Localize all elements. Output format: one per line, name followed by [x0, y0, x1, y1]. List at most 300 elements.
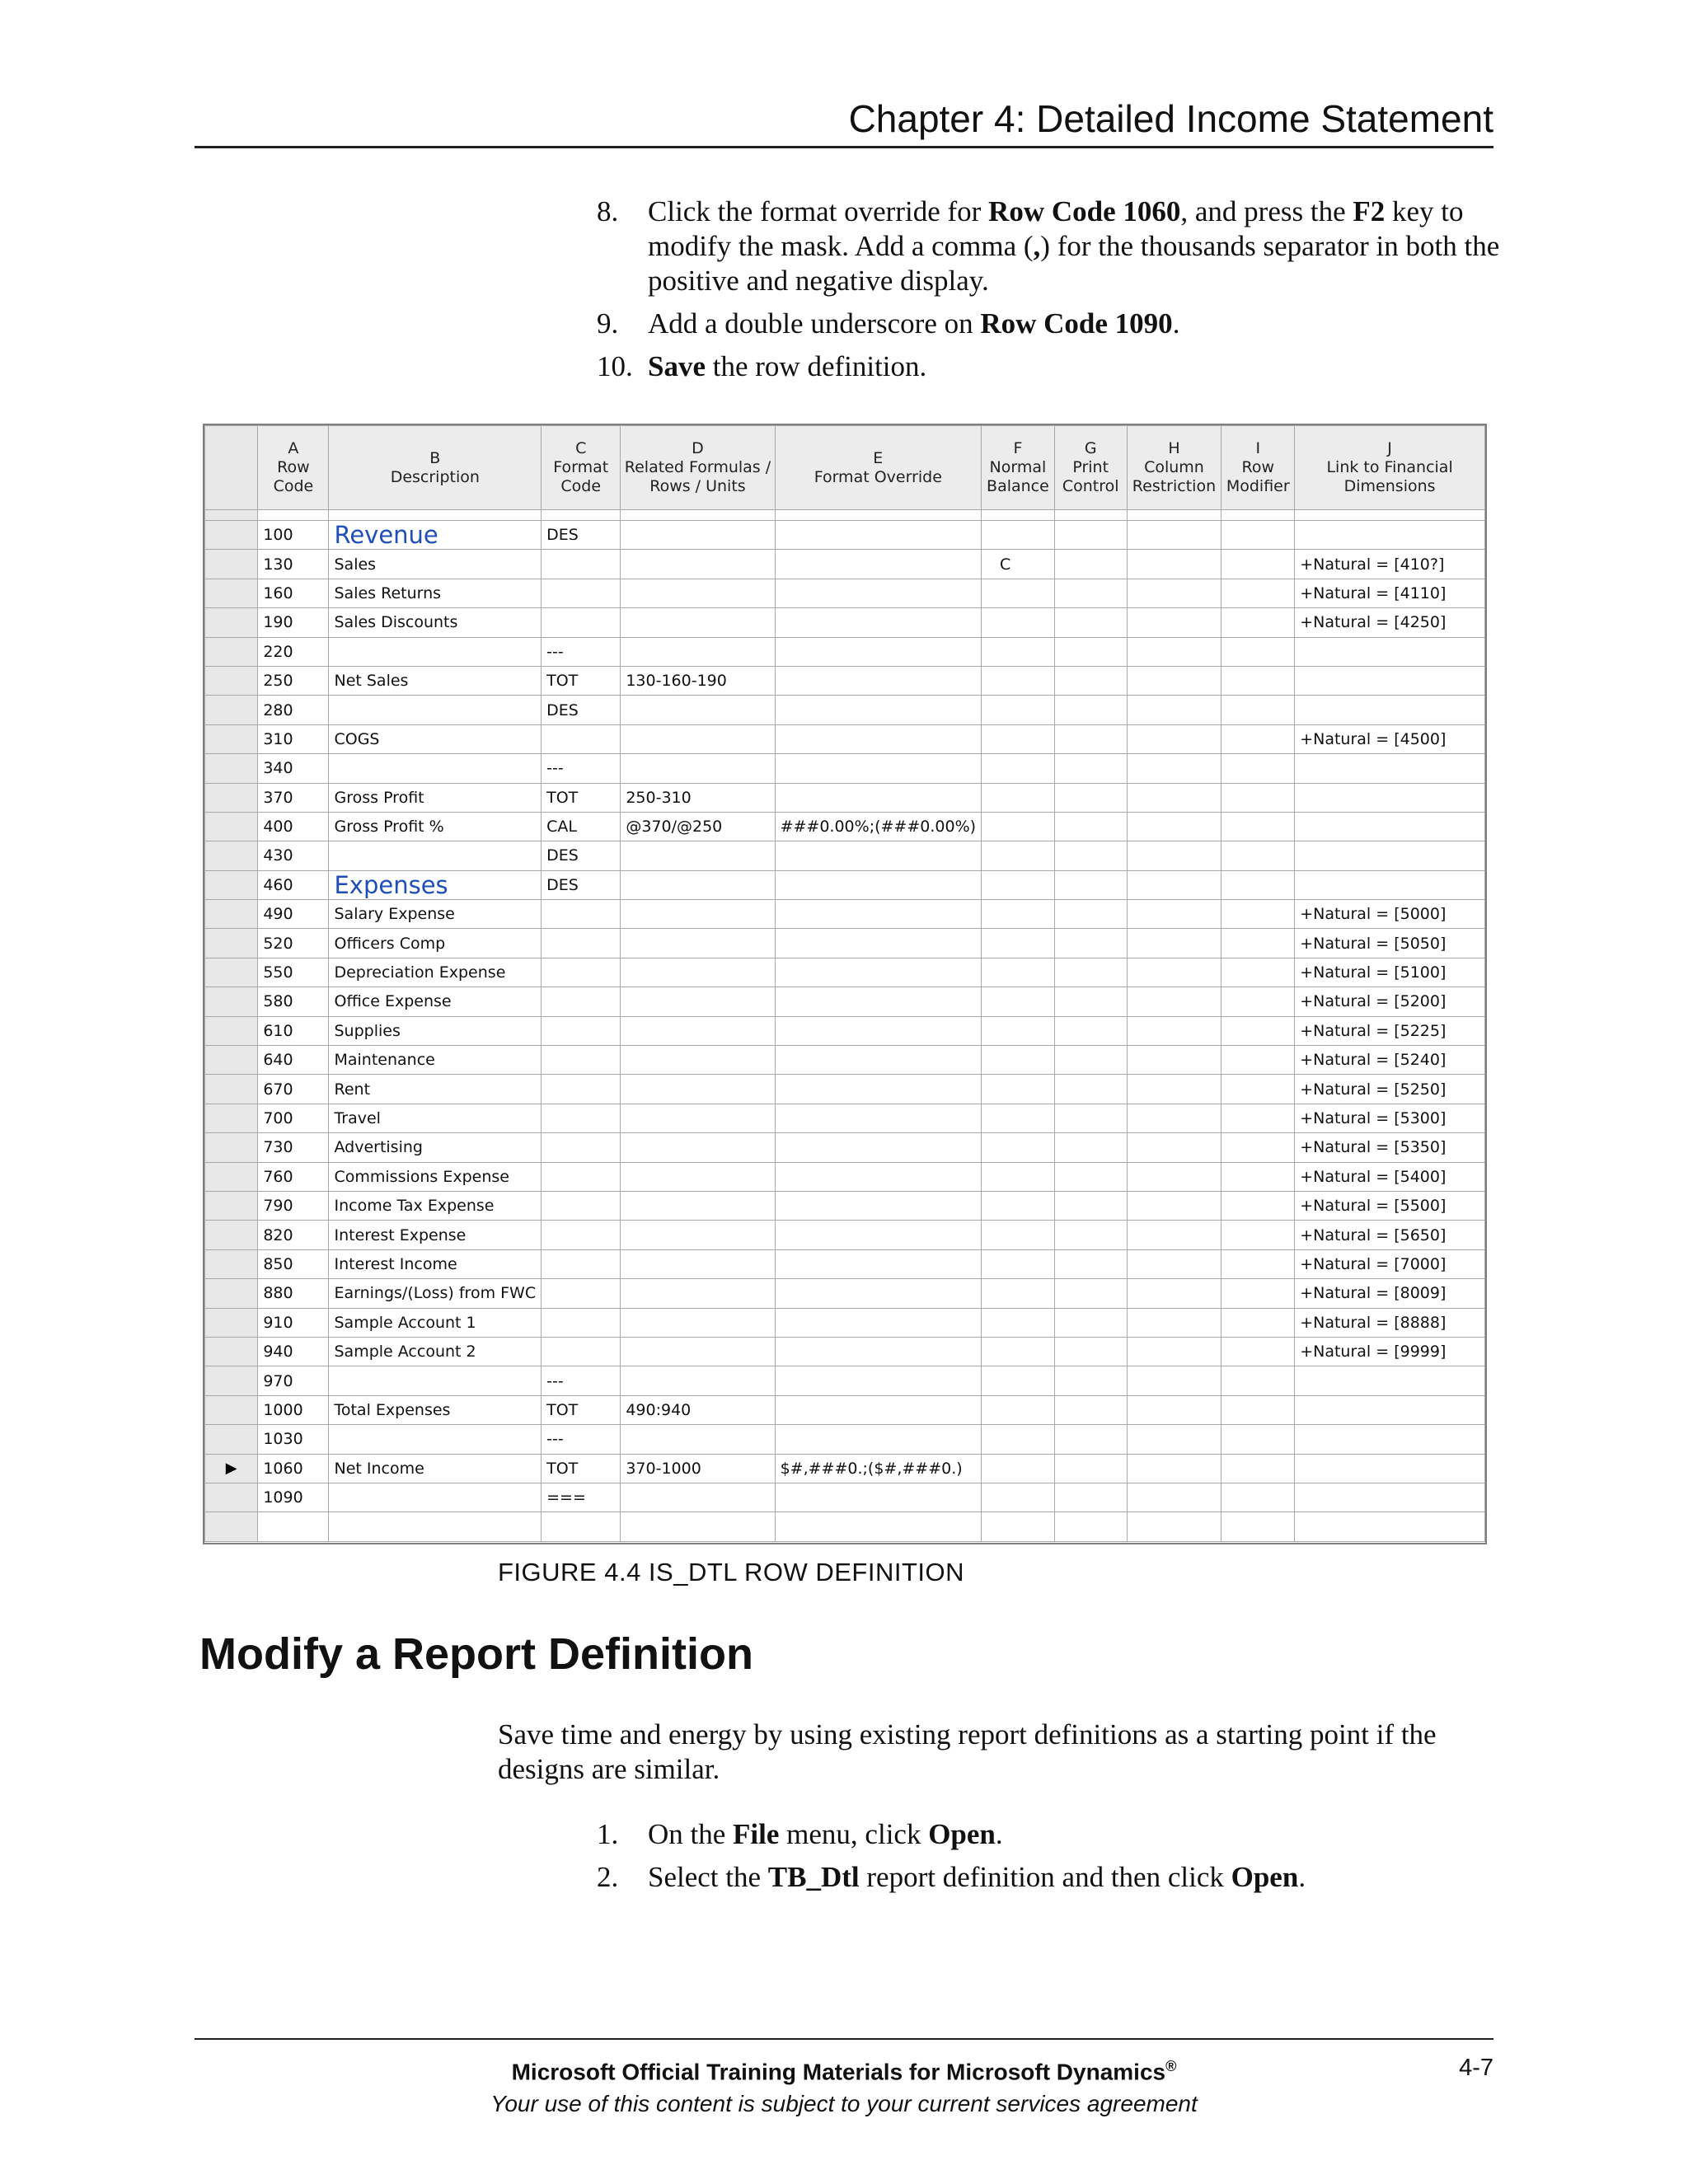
normal-balance-cell[interactable] [982, 1221, 1055, 1249]
formula-cell[interactable] [621, 724, 775, 753]
row-selector[interactable] [205, 1337, 258, 1366]
row-selector[interactable] [205, 1483, 258, 1511]
dimension-link-cell[interactable]: +Natural = [4250] [1295, 608, 1485, 637]
formula-cell[interactable]: 130-160-190 [621, 666, 775, 695]
table-row[interactable] [205, 1308, 1485, 1337]
format-override-cell[interactable] [775, 1016, 981, 1045]
column-restriction-cell[interactable] [1127, 579, 1221, 607]
description-cell[interactable]: Sales Returns [329, 579, 542, 607]
column-restriction-cell[interactable] [1127, 870, 1221, 899]
row-code-cell[interactable]: 850 [258, 1249, 329, 1278]
row-selector[interactable] [205, 929, 258, 958]
row-selector[interactable] [205, 1191, 258, 1220]
dimension-link-cell[interactable]: +Natural = [4110] [1295, 579, 1485, 607]
dimension-link-cell[interactable]: +Natural = [8888] [1295, 1308, 1485, 1337]
normal-balance-cell[interactable] [982, 812, 1055, 841]
format-code-cell[interactable]: TOT [542, 666, 621, 695]
description-cell[interactable]: Income Tax Expense [329, 1191, 542, 1220]
table-row[interactable] [205, 521, 1485, 550]
row-modifier-cell[interactable] [1221, 929, 1295, 958]
column-restriction-cell[interactable] [1127, 521, 1221, 550]
print-control-cell[interactable] [1054, 783, 1127, 812]
description-cell[interactable]: Sales [329, 550, 542, 579]
table-row[interactable] [205, 550, 1485, 579]
format-code-cell[interactable] [542, 1279, 621, 1308]
format-code-cell[interactable]: DES [542, 521, 621, 550]
dimension-link-cell[interactable]: +Natural = [5350] [1295, 1133, 1485, 1162]
format-code-cell[interactable]: --- [542, 1366, 621, 1395]
formula-cell[interactable] [621, 1249, 775, 1278]
column-restriction-cell[interactable] [1127, 1162, 1221, 1191]
row-code-cell[interactable]: 700 [258, 1104, 329, 1132]
format-override-cell[interactable]: ###0.00%;(###0.00%) [775, 812, 981, 841]
dimension-link-cell[interactable]: +Natural = [5100] [1295, 958, 1485, 987]
format-code-cell[interactable] [542, 1221, 621, 1249]
row-modifier-cell[interactable] [1221, 841, 1295, 870]
description-cell[interactable]: Office Expense [329, 987, 542, 1016]
print-control-cell[interactable] [1054, 1425, 1127, 1454]
row-code-cell[interactable]: 760 [258, 1162, 329, 1191]
description-cell[interactable]: Supplies [329, 1016, 542, 1045]
row-code-cell[interactable]: 670 [258, 1075, 329, 1104]
format-override-cell[interactable] [775, 987, 981, 1016]
print-control-cell[interactable] [1054, 1221, 1127, 1249]
column-header-e[interactable] [775, 426, 981, 510]
row-code-cell[interactable]: 550 [258, 958, 329, 987]
row-modifier-cell[interactable] [1221, 637, 1295, 666]
format-code-cell[interactable]: === [542, 1483, 621, 1511]
table-row[interactable] [205, 1075, 1485, 1104]
column-restriction-cell[interactable] [1127, 666, 1221, 695]
format-override-cell[interactable] [775, 637, 981, 666]
normal-balance-cell[interactable] [982, 1395, 1055, 1424]
format-override-cell[interactable] [775, 754, 981, 783]
row-selector[interactable] [205, 1279, 258, 1308]
print-control-cell[interactable] [1054, 1366, 1127, 1395]
format-code-cell[interactable] [542, 1046, 621, 1075]
row-selector[interactable] [205, 841, 258, 870]
formula-cell[interactable] [621, 841, 775, 870]
row-code-cell[interactable]: 1060 [258, 1454, 329, 1483]
table-row[interactable] [205, 1191, 1485, 1220]
column-header-h[interactable] [1127, 426, 1221, 510]
table-row[interactable] [205, 1395, 1485, 1424]
format-override-cell[interactable] [775, 579, 981, 607]
column-restriction-cell[interactable] [1127, 958, 1221, 987]
column-restriction-cell[interactable] [1127, 1366, 1221, 1395]
formula-cell[interactable] [621, 1133, 775, 1162]
normal-balance-cell[interactable] [982, 666, 1055, 695]
print-control-cell[interactable] [1054, 1016, 1127, 1045]
row-selector[interactable] [205, 521, 258, 550]
normal-balance-cell[interactable] [982, 1366, 1055, 1395]
column-header-g[interactable] [1054, 426, 1127, 510]
row-modifier-cell[interactable] [1221, 521, 1295, 550]
row-code-cell[interactable]: 610 [258, 1016, 329, 1045]
description-cell[interactable] [329, 637, 542, 666]
description-cell[interactable]: Earnings/(Loss) from FWC [329, 1279, 542, 1308]
column-restriction-cell[interactable] [1127, 1104, 1221, 1132]
format-code-cell[interactable] [542, 929, 621, 958]
table-row[interactable] [205, 1104, 1485, 1132]
format-code-cell[interactable]: DES [542, 841, 621, 870]
dimension-link-cell[interactable] [1295, 783, 1485, 812]
row-modifier-cell[interactable] [1221, 550, 1295, 579]
description-cell[interactable] [329, 1366, 542, 1395]
normal-balance-cell[interactable] [982, 870, 1055, 899]
row-selector[interactable] [205, 1221, 258, 1249]
table-row[interactable] [205, 579, 1485, 607]
normal-balance-cell[interactable] [982, 841, 1055, 870]
normal-balance-cell[interactable] [982, 1337, 1055, 1366]
normal-balance-cell[interactable] [982, 1249, 1055, 1278]
row-selector[interactable] [205, 900, 258, 929]
row-code-cell[interactable]: 1000 [258, 1395, 329, 1424]
print-control-cell[interactable] [1054, 521, 1127, 550]
formula-cell[interactable] [621, 637, 775, 666]
normal-balance-cell[interactable] [982, 1483, 1055, 1511]
format-code-cell[interactable]: --- [542, 754, 621, 783]
row-code-cell[interactable]: 250 [258, 666, 329, 695]
dimension-link-cell[interactable]: +Natural = [5200] [1295, 987, 1485, 1016]
formula-cell[interactable] [621, 754, 775, 783]
row-selector[interactable] [205, 550, 258, 579]
column-restriction-cell[interactable] [1127, 841, 1221, 870]
dimension-link-cell[interactable]: +Natural = [4500] [1295, 724, 1485, 753]
dimension-link-cell[interactable]: +Natural = [5250] [1295, 1075, 1485, 1104]
format-override-cell[interactable] [775, 958, 981, 987]
row-modifier-cell[interactable] [1221, 1337, 1295, 1366]
row-code-cell[interactable]: 100 [258, 521, 329, 550]
format-override-cell[interactable]: $#,###0.;($#,###0.) [775, 1454, 981, 1483]
print-control-cell[interactable] [1054, 724, 1127, 753]
row-modifier-cell[interactable] [1221, 1221, 1295, 1249]
row-code-cell[interactable]: 880 [258, 1279, 329, 1308]
row-selector[interactable] [205, 1162, 258, 1191]
row-modifier-cell[interactable] [1221, 1483, 1295, 1511]
row-modifier-cell[interactable] [1221, 1279, 1295, 1308]
print-control-cell[interactable] [1054, 1308, 1127, 1337]
description-cell[interactable]: Gross Profit [329, 783, 542, 812]
format-override-cell[interactable] [775, 724, 981, 753]
row-modifier-cell[interactable] [1221, 1249, 1295, 1278]
row-modifier-cell[interactable] [1221, 870, 1295, 899]
row-modifier-cell[interactable] [1221, 608, 1295, 637]
table-row[interactable] [205, 1483, 1485, 1511]
formula-cell[interactable] [621, 1366, 775, 1395]
column-header-a[interactable] [258, 426, 329, 510]
table-row[interactable] [205, 1249, 1485, 1278]
print-control-cell[interactable] [1054, 1046, 1127, 1075]
row-selector[interactable] [205, 1016, 258, 1045]
row-modifier-cell[interactable] [1221, 1425, 1295, 1454]
dimension-link-cell[interactable]: +Natural = [5225] [1295, 1016, 1485, 1045]
column-header-b[interactable] [329, 426, 542, 510]
format-override-cell[interactable] [775, 1133, 981, 1162]
description-cell[interactable] [329, 696, 542, 724]
row-code-cell[interactable]: 490 [258, 900, 329, 929]
dimension-link-cell[interactable] [1295, 1425, 1485, 1454]
column-header-c[interactable] [542, 426, 621, 510]
row-modifier-cell[interactable] [1221, 579, 1295, 607]
description-cell[interactable]: Total Expenses [329, 1395, 542, 1424]
table-row[interactable] [205, 987, 1485, 1016]
row-selector[interactable] [205, 1366, 258, 1395]
dimension-link-cell[interactable] [1295, 521, 1485, 550]
column-restriction-cell[interactable] [1127, 1308, 1221, 1337]
column-restriction-cell[interactable] [1127, 987, 1221, 1016]
dimension-link-cell[interactable] [1295, 841, 1485, 870]
dimension-link-cell[interactable] [1295, 1395, 1485, 1424]
table-row[interactable] [205, 1279, 1485, 1308]
format-code-cell[interactable]: --- [542, 1425, 621, 1454]
normal-balance-cell[interactable] [982, 1308, 1055, 1337]
format-override-cell[interactable] [775, 1425, 981, 1454]
row-modifier-cell[interactable] [1221, 1366, 1295, 1395]
formula-cell[interactable] [621, 1483, 775, 1511]
format-override-cell[interactable] [775, 1075, 981, 1104]
column-restriction-cell[interactable] [1127, 1425, 1221, 1454]
format-code-cell[interactable]: TOT [542, 783, 621, 812]
column-restriction-cell[interactable] [1127, 550, 1221, 579]
format-code-cell[interactable] [542, 1308, 621, 1337]
format-code-cell[interactable] [542, 1249, 621, 1278]
description-cell[interactable]: Maintenance [329, 1046, 542, 1075]
formula-cell[interactable] [621, 929, 775, 958]
row-modifier-cell[interactable] [1221, 1104, 1295, 1132]
row-code-cell[interactable]: 400 [258, 812, 329, 841]
row-selector[interactable] [205, 1395, 258, 1424]
normal-balance-cell[interactable] [982, 929, 1055, 958]
row-code-cell[interactable]: 220 [258, 637, 329, 666]
row-selector[interactable] [205, 812, 258, 841]
row-code-cell[interactable]: 1030 [258, 1425, 329, 1454]
description-cell[interactable]: Gross Profit % [329, 812, 542, 841]
row-modifier-cell[interactable] [1221, 812, 1295, 841]
row-selector[interactable] [205, 1249, 258, 1278]
format-override-cell[interactable] [775, 1279, 981, 1308]
column-restriction-cell[interactable] [1127, 812, 1221, 841]
normal-balance-cell[interactable] [982, 579, 1055, 607]
row-code-cell[interactable]: 970 [258, 1366, 329, 1395]
row-modifier-cell[interactable] [1221, 1162, 1295, 1191]
formula-cell[interactable] [621, 1308, 775, 1337]
row-selector[interactable] [205, 1075, 258, 1104]
row-code-cell[interactable]: 730 [258, 1133, 329, 1162]
formula-cell[interactable]: @370/@250 [621, 812, 775, 841]
row-modifier-cell[interactable] [1221, 1075, 1295, 1104]
format-code-cell[interactable] [542, 1104, 621, 1132]
description-cell[interactable] [329, 1425, 542, 1454]
row-modifier-cell[interactable] [1221, 1046, 1295, 1075]
row-code-cell[interactable]: 190 [258, 608, 329, 637]
column-restriction-cell[interactable] [1127, 900, 1221, 929]
format-code-cell[interactable] [542, 1191, 621, 1220]
dimension-link-cell[interactable]: +Natural = [410?] [1295, 550, 1485, 579]
print-control-cell[interactable] [1054, 987, 1127, 1016]
column-restriction-cell[interactable] [1127, 724, 1221, 753]
format-override-cell[interactable] [775, 666, 981, 695]
format-code-cell[interactable]: DES [542, 696, 621, 724]
print-control-cell[interactable] [1054, 1249, 1127, 1278]
normal-balance-cell[interactable] [982, 754, 1055, 783]
table-row[interactable] [205, 841, 1485, 870]
table-row[interactable] [205, 1162, 1485, 1191]
print-control-cell[interactable] [1054, 929, 1127, 958]
column-restriction-cell[interactable] [1127, 754, 1221, 783]
formula-cell[interactable] [621, 608, 775, 637]
description-cell[interactable]: Depreciation Expense [329, 958, 542, 987]
column-restriction-cell[interactable] [1127, 637, 1221, 666]
dimension-link-cell[interactable] [1295, 1454, 1485, 1483]
normal-balance-cell[interactable] [982, 696, 1055, 724]
row-code-cell[interactable]: 790 [258, 1191, 329, 1220]
format-code-cell[interactable] [542, 1016, 621, 1045]
row-code-cell[interactable]: 430 [258, 841, 329, 870]
column-restriction-cell[interactable] [1127, 1046, 1221, 1075]
row-code-cell[interactable]: 310 [258, 724, 329, 753]
description-cell[interactable]: Interest Expense [329, 1221, 542, 1249]
row-modifier-cell[interactable] [1221, 783, 1295, 812]
dimension-link-cell[interactable]: +Natural = [5000] [1295, 900, 1485, 929]
row-modifier-cell[interactable] [1221, 696, 1295, 724]
row-code-cell[interactable]: 640 [258, 1046, 329, 1075]
normal-balance-cell[interactable] [982, 1104, 1055, 1132]
dimension-link-cell[interactable] [1295, 812, 1485, 841]
row-selector[interactable] [205, 696, 258, 724]
description-cell[interactable]: Net Sales [329, 666, 542, 695]
normal-balance-cell[interactable] [982, 1075, 1055, 1104]
description-cell[interactable]: Officers Comp [329, 929, 542, 958]
format-override-cell[interactable] [775, 900, 981, 929]
print-control-cell[interactable] [1054, 1395, 1127, 1424]
print-control-cell[interactable] [1054, 812, 1127, 841]
dimension-link-cell[interactable]: +Natural = [7000] [1295, 1249, 1485, 1278]
normal-balance-cell[interactable] [982, 1046, 1055, 1075]
description-cell[interactable]: Advertising [329, 1133, 542, 1162]
table-row[interactable] [205, 696, 1485, 724]
table-row[interactable] [205, 1454, 1485, 1483]
table-row[interactable] [205, 724, 1485, 753]
description-cell[interactable] [329, 1483, 542, 1511]
column-restriction-cell[interactable] [1127, 1016, 1221, 1045]
row-selector[interactable] [205, 579, 258, 607]
formula-cell[interactable] [621, 1191, 775, 1220]
normal-balance-cell[interactable] [982, 1191, 1055, 1220]
dimension-link-cell[interactable] [1295, 1483, 1485, 1511]
print-control-cell[interactable] [1054, 841, 1127, 870]
format-override-cell[interactable] [775, 841, 981, 870]
format-override-cell[interactable] [775, 1249, 981, 1278]
row-code-cell[interactable]: 580 [258, 987, 329, 1016]
row-selector[interactable] [205, 637, 258, 666]
column-restriction-cell[interactable] [1127, 1249, 1221, 1278]
row-code-cell[interactable]: 130 [258, 550, 329, 579]
format-override-cell[interactable] [775, 1162, 981, 1191]
row-modifier-cell[interactable] [1221, 666, 1295, 695]
row-code-cell[interactable]: 340 [258, 754, 329, 783]
format-code-cell[interactable] [542, 579, 621, 607]
dimension-link-cell[interactable]: +Natural = [5500] [1295, 1191, 1485, 1220]
table-row[interactable] [205, 754, 1485, 783]
print-control-cell[interactable] [1054, 1075, 1127, 1104]
description-cell[interactable] [329, 841, 542, 870]
normal-balance-cell[interactable] [982, 900, 1055, 929]
dimension-link-cell[interactable]: +Natural = [9999] [1295, 1337, 1485, 1366]
format-override-cell[interactable] [775, 1104, 981, 1132]
print-control-cell[interactable] [1054, 1337, 1127, 1366]
column-header-d[interactable] [621, 426, 775, 510]
formula-cell[interactable] [621, 579, 775, 607]
description-cell[interactable]: Commissions Expense [329, 1162, 542, 1191]
print-control-cell[interactable] [1054, 754, 1127, 783]
row-code-cell[interactable]: 280 [258, 696, 329, 724]
normal-balance-cell[interactable] [982, 1162, 1055, 1191]
dimension-link-cell[interactable] [1295, 754, 1485, 783]
print-control-cell[interactable] [1054, 958, 1127, 987]
format-override-cell[interactable] [775, 1046, 981, 1075]
column-restriction-cell[interactable] [1127, 783, 1221, 812]
format-override-cell[interactable] [775, 1308, 981, 1337]
row-selector[interactable] [205, 724, 258, 753]
format-override-cell[interactable] [775, 1337, 981, 1366]
row-modifier-cell[interactable] [1221, 1395, 1295, 1424]
row-modifier-cell[interactable] [1221, 1133, 1295, 1162]
formula-cell[interactable] [621, 1162, 775, 1191]
dimension-link-cell[interactable] [1295, 666, 1485, 695]
row-selector[interactable] [205, 1104, 258, 1132]
formula-cell[interactable] [621, 1046, 775, 1075]
format-override-cell[interactable] [775, 521, 981, 550]
formula-cell[interactable] [621, 1279, 775, 1308]
dimension-link-cell[interactable]: +Natural = [5650] [1295, 1221, 1485, 1249]
formula-cell[interactable] [621, 987, 775, 1016]
table-row[interactable] [205, 1366, 1485, 1395]
description-cell[interactable]: COGS [329, 724, 542, 753]
description-cell[interactable]: Interest Income [329, 1249, 542, 1278]
description-cell[interactable]: Revenue [329, 521, 542, 550]
format-code-cell[interactable]: TOT [542, 1395, 621, 1424]
format-code-cell[interactable]: --- [542, 637, 621, 666]
column-header-f[interactable] [982, 426, 1055, 510]
normal-balance-cell[interactable] [982, 1016, 1055, 1045]
description-cell[interactable]: Sample Account 1 [329, 1308, 542, 1337]
column-restriction-cell[interactable] [1127, 1133, 1221, 1162]
print-control-cell[interactable] [1054, 696, 1127, 724]
row-code-cell[interactable]: 910 [258, 1308, 329, 1337]
print-control-cell[interactable] [1054, 637, 1127, 666]
format-code-cell[interactable]: DES [542, 870, 621, 899]
formula-cell[interactable] [621, 1425, 775, 1454]
table-row[interactable] [205, 900, 1485, 929]
row-code-cell[interactable]: 820 [258, 1221, 329, 1249]
column-restriction-cell[interactable] [1127, 1337, 1221, 1366]
row-modifier-cell[interactable] [1221, 754, 1295, 783]
formula-cell[interactable] [621, 1016, 775, 1045]
print-control-cell[interactable] [1054, 550, 1127, 579]
table-row[interactable] [205, 1425, 1485, 1454]
format-code-cell[interactable] [542, 724, 621, 753]
dimension-link-cell[interactable]: +Natural = [8009] [1295, 1279, 1485, 1308]
row-modifier-cell[interactable] [1221, 987, 1295, 1016]
row-selector[interactable] [205, 608, 258, 637]
column-restriction-cell[interactable] [1127, 929, 1221, 958]
description-cell[interactable]: Rent [329, 1075, 542, 1104]
formula-cell[interactable] [621, 1104, 775, 1132]
normal-balance-cell[interactable] [982, 521, 1055, 550]
column-header-i[interactable] [1221, 426, 1295, 510]
row-selector[interactable] [205, 783, 258, 812]
